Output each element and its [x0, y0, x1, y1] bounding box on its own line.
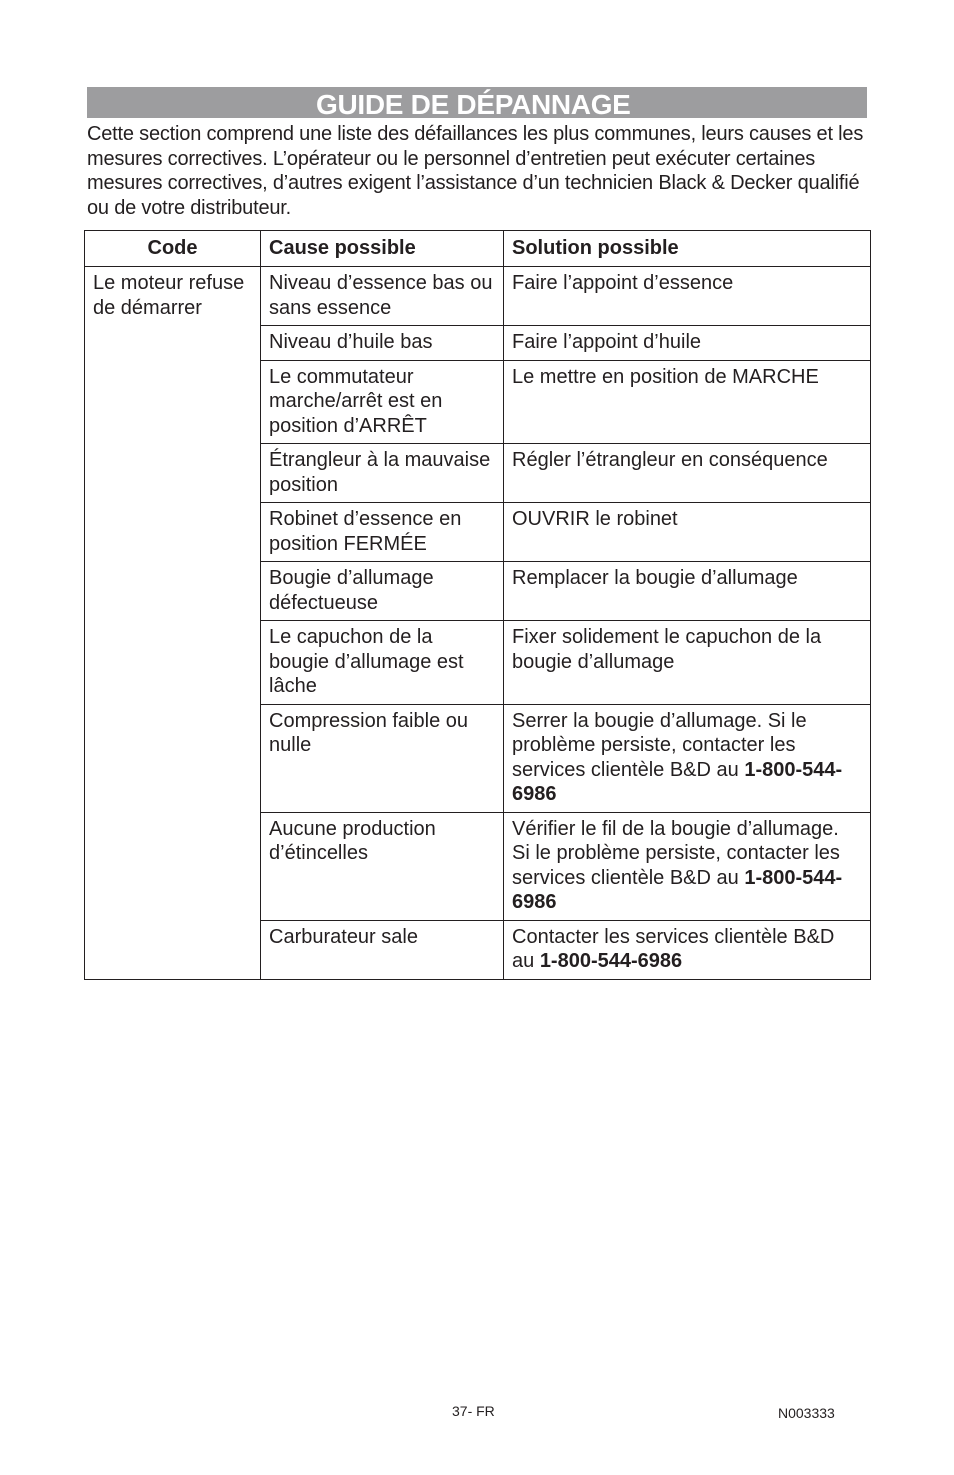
solution-text: Régler l’étrangleur en conséquence — [512, 449, 828, 471]
header-cause: Cause possible — [261, 231, 504, 267]
table-row — [85, 267, 871, 326]
cause-cell: Niveau d’huile bas — [261, 326, 504, 361]
title-banner — [87, 87, 867, 118]
intro-paragraph — [87, 122, 877, 220]
solution-cell — [504, 267, 871, 326]
cause-cell: Niveau d’essence bas ou sans essence — [261, 267, 504, 326]
solution-cell — [504, 562, 871, 621]
intro-text: Cette section comprend une liste des défaillances les plus communes, leurs causes et les mesures correctives. L’opérateur ou le personnel d’entretien peut exécuter certaines mesures correctives, d’autres exigent l’assistance d’un technicien Black & Decker qualifié ou de votre distributeur. — [87, 123, 864, 219]
solution-text: OUVRIR le robinet — [512, 508, 678, 530]
phone-number: 1-800-544-6986 — [512, 758, 843, 805]
solution-cell — [504, 444, 871, 503]
cause-cell: Le commutateur marche/arrêt est en position d’ARRÊT — [261, 360, 504, 444]
code-cell: Le moteur refuse de démarrer — [85, 267, 261, 980]
cause-cell: Compression faible ou nulle — [261, 704, 504, 812]
cause-cell: Robinet d’essence en position FERMÉE — [261, 503, 504, 562]
header-code: Code — [85, 231, 261, 267]
phone-number: 1-800-544-6986 — [512, 866, 843, 913]
cause-cell: Carburateur sale — [261, 920, 504, 979]
page-number: 37- FR — [452, 1403, 495, 1419]
phone-number: 1-800-544-6986 — [539, 950, 683, 972]
solution-text: Le mettre en position de MARCHE — [512, 365, 819, 388]
solution-text: Vérifier le fil de la bougie d’allumage. Si le problème persiste, contacter les services clientèle B&D au — [512, 817, 840, 889]
cause-cell: Aucune production d’étincelles — [261, 812, 504, 920]
header-solution: Solution possible — [504, 231, 871, 267]
solution-text: Contacter les services clientèle B&D au — [512, 925, 835, 972]
solution-text: Faire l’appoint d’huile — [512, 331, 702, 353]
solution-text: Remplacer la bougie d’allumage — [512, 567, 798, 589]
solution-text: Serrer la bougie d’allumage. Si le problème persiste, contacter les services clientèle B&D au — [512, 709, 807, 781]
cause-cell: Le capuchon de la bougie d’allumage est lâche — [261, 621, 504, 705]
cause-cell: Étrangleur à la mauvaise position — [261, 444, 504, 503]
solution-cell — [504, 360, 871, 444]
document-number: N003333 — [778, 1405, 835, 1421]
solution-cell — [504, 621, 871, 705]
solution-cell — [504, 503, 871, 562]
troubleshooting-table — [84, 230, 871, 980]
solution-cell — [504, 704, 871, 812]
solution-text: Faire l’appoint d’essence — [512, 272, 734, 294]
solution-cell — [504, 920, 871, 979]
solution-text: Fixer solidement le capuchon de la bougie d’allumage — [512, 626, 822, 673]
solution-cell — [504, 326, 871, 361]
page-title: GUIDE DE DÉPANNAGE — [316, 89, 631, 120]
cause-cell: Bougie d’allumage défectueuse — [261, 562, 504, 621]
solution-cell — [504, 812, 871, 920]
table-header-row — [85, 231, 871, 267]
